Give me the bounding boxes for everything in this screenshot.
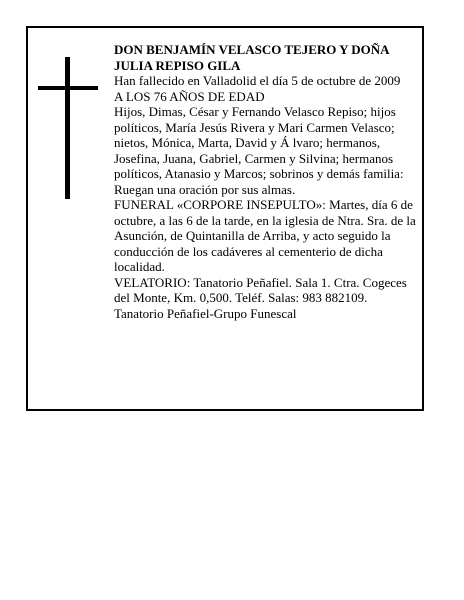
age-line: A LOS 76 AÑOS DE EDAD	[114, 88, 265, 104]
deceased-names: DON BENJAMÍN VELASCO TEJERO Y DOÑA JULIA REPISO GILA	[114, 42, 389, 73]
funeral-details: FUNERAL «CORPORE INSEPULTO»: Martes, día 6 de octubre, a las 6 de la tarde, en la iglesia de Ntra. Sra. de la Asunción, de Quintanilla de Arriba, y acto seguido la conducción de los cadáveres al cementerio de dicha localidad.	[114, 197, 416, 274]
prayer-request: Ruegan una oración por sus almas.	[114, 181, 296, 197]
cross-horizontal-bar	[38, 86, 98, 90]
funeral-home-signature: Tanatorio Peñafiel-Grupo Funescal	[114, 305, 297, 321]
cross-icon	[38, 57, 98, 199]
cross-vertical-bar	[65, 57, 70, 199]
death-info: Han fallecido en Valladolid el día 5 de octubre de 2009	[114, 73, 401, 88]
notice-text	[114, 42, 422, 321]
obituary-notice	[26, 26, 424, 411]
wake-details: VELATORIO: Tanatorio Peñafiel. Sala 1. Ctra. Cogeces del Monte, Km. 0,500. Teléf. Salas: 983 882109.	[114, 274, 407, 305]
family-list: Hijos, Dimas, César y Fernando Velasco Repiso; hijos políticos, María Jesús Rivera y Mari Carmen Velasco; nietos, Mónica, Marta, David y Á lvaro; hermanos, Josefina, Juana, Gabriel, Carmen y Silvina; hermanos políticos, Atanasio y Marcos; sobrinos y demás familia:	[114, 104, 404, 181]
